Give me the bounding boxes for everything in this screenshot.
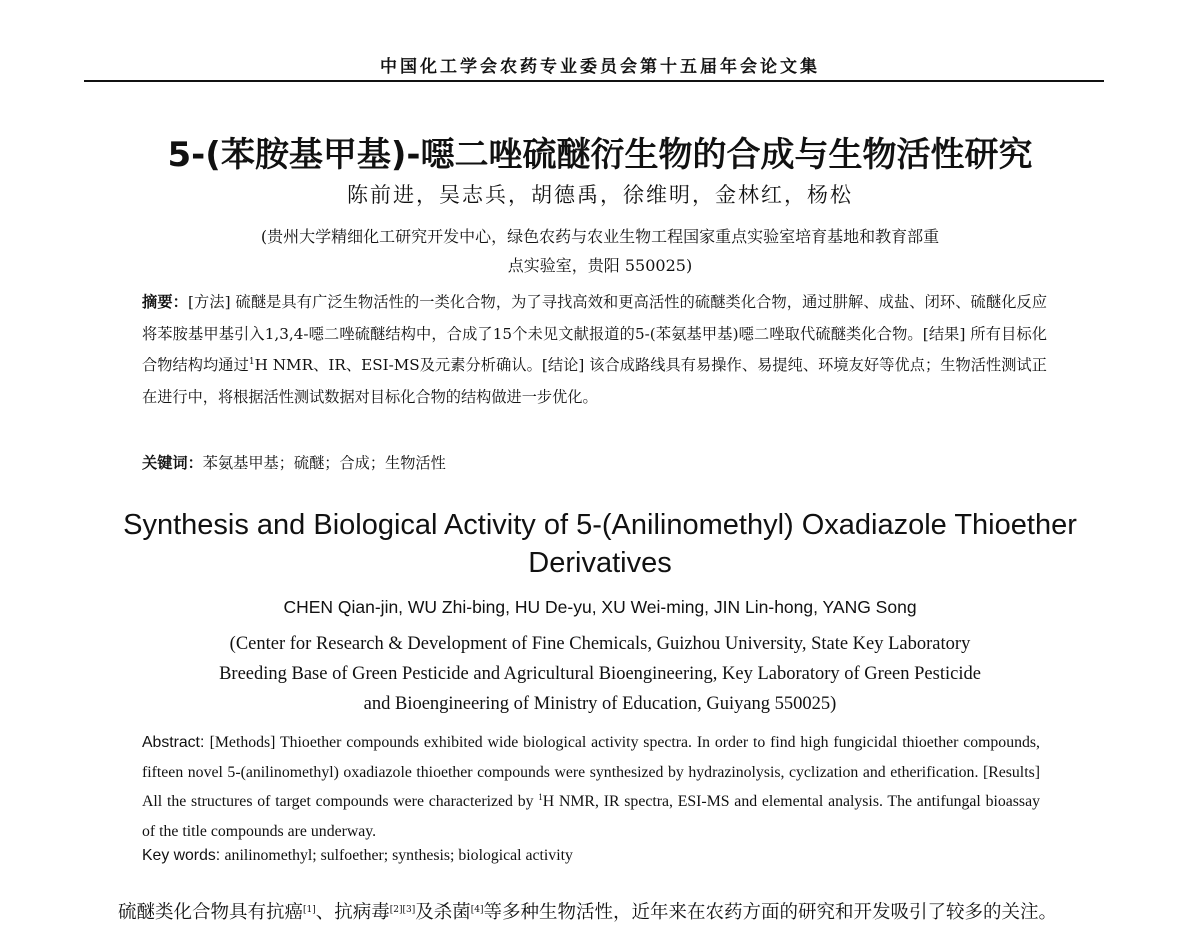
english-abstract-superscript: 1 xyxy=(538,792,543,802)
english-keywords-label: Key words: xyxy=(142,847,225,864)
english-abstract-text-2: H NMR, IR spectra, ESI-MS and elemental analysis. The antifungal bioassay of the title compounds are underway. xyxy=(142,793,1040,840)
body-text-2: 、抗病毒 xyxy=(315,902,390,923)
chinese-affiliation xyxy=(140,222,1060,280)
body-paragraph xyxy=(80,896,1100,930)
english-abstract-label: Abstract: xyxy=(142,734,210,751)
chinese-title: 5-(苯胺基甲基)-噁二唑硫醚衍生物的合成与生物活性研究 xyxy=(167,135,1033,175)
english-affiliation-line-2: Breeding Base of Green Pesticide and Agricultural Bioengineering, Key Laboratory of Green Pesticide xyxy=(219,664,981,684)
chinese-authors: 陈前进，吴志兵，胡德禹，徐维明，金林红，杨松 xyxy=(347,183,853,207)
english-affiliation-line-1: (Center for Research & Development of Fine Chemicals, Guizhou University, State Key Laboratory xyxy=(229,634,971,654)
english-title xyxy=(90,506,1110,582)
chinese-abstract-superscript: 1 xyxy=(248,357,255,367)
chinese-keywords-text: 苯氨基甲基；硫醚；合成；生物活性 xyxy=(202,454,446,472)
chinese-affiliation-line-1: (贵州大学精细化工研究开发中心，绿色农药与农业生物工程国家重点实验室培育基地和教育部重 xyxy=(260,227,940,246)
english-affiliation xyxy=(140,629,1060,719)
chinese-keywords xyxy=(142,452,446,473)
chinese-abstract-label: 摘要： xyxy=(142,293,188,311)
english-abstract-text-1: [Methods] Thioether compounds exhibited wide biological activity spectra. In order to find high fungicidal thioether compounds, fifteen novel 5-(anilinomethyl) oxadiazole thioether compounds were synthesized by hydrazinolysis, cyclization and etherification. [Results] All the structures of target compounds were characterized by xyxy=(142,734,1040,810)
english-abstract xyxy=(142,728,1040,846)
citation-ref-3: [4] xyxy=(470,905,484,915)
chinese-keywords-label: 关键词： xyxy=(142,454,203,472)
citation-ref-1: [1] xyxy=(303,905,316,915)
body-text-3: 及杀菌 xyxy=(415,902,471,923)
english-authors: CHEN Qian-jin, WU Zhi-bing, HU De-yu, XU Wei-ming, JIN Lin-hong, YANG Song xyxy=(283,597,917,617)
running-header: 中国化工学会农药专业委员会第十五届年会论文集 xyxy=(380,57,820,77)
chinese-abstract xyxy=(142,287,1047,413)
chinese-affiliation-line-2: 点实验室，贵阳 550025) xyxy=(507,256,693,275)
citation-ref-2: [2][3] xyxy=(389,905,416,915)
english-title-line-2: Derivatives xyxy=(528,547,672,579)
body-text-1: 硫醚类化合物具有抗癌 xyxy=(118,902,304,923)
chinese-abstract-text-1: [方法] 硫醚是具有广泛生物活性的一类化合物，为了寻找高效和更高活性的硫醚类化合物，通过肼解、成盐、闭环、硫醚化反应将苯胺基甲基引入1,3,4-噁二唑硫醚结构中，合成了15个未见文献报道的5-(苯氨基甲基)噁二唑取代硫醚类化合物。[结果] 所有目标化合物结构均通过 xyxy=(142,293,1048,374)
header-rule xyxy=(84,80,1104,82)
english-affiliation-line-3: and Bioengineering of Ministry of Education, Guiyang 550025) xyxy=(363,694,837,714)
english-keywords-text: anilinomethyl; sulfoether; synthesis; biological activity xyxy=(224,847,573,864)
body-text-4: 等多种生物活性，近年来在农药方面的研究和开发吸引了较多的关注。 xyxy=(483,902,1058,923)
english-keywords xyxy=(142,847,573,865)
english-title-line-1: Synthesis and Biological Activity of 5-(Anilinomethyl) Oxadiazole Thioether xyxy=(123,509,1077,541)
chinese-abstract-text-2: H NMR、IR、ESI-MS及元素分析确认。[结论] 该合成路线具有易操作、易提纯、环境友好等优点；生物活性测试正在进行中，将根据活性测试数据对目标化合物的结构做进一步优化。 xyxy=(142,356,1047,406)
